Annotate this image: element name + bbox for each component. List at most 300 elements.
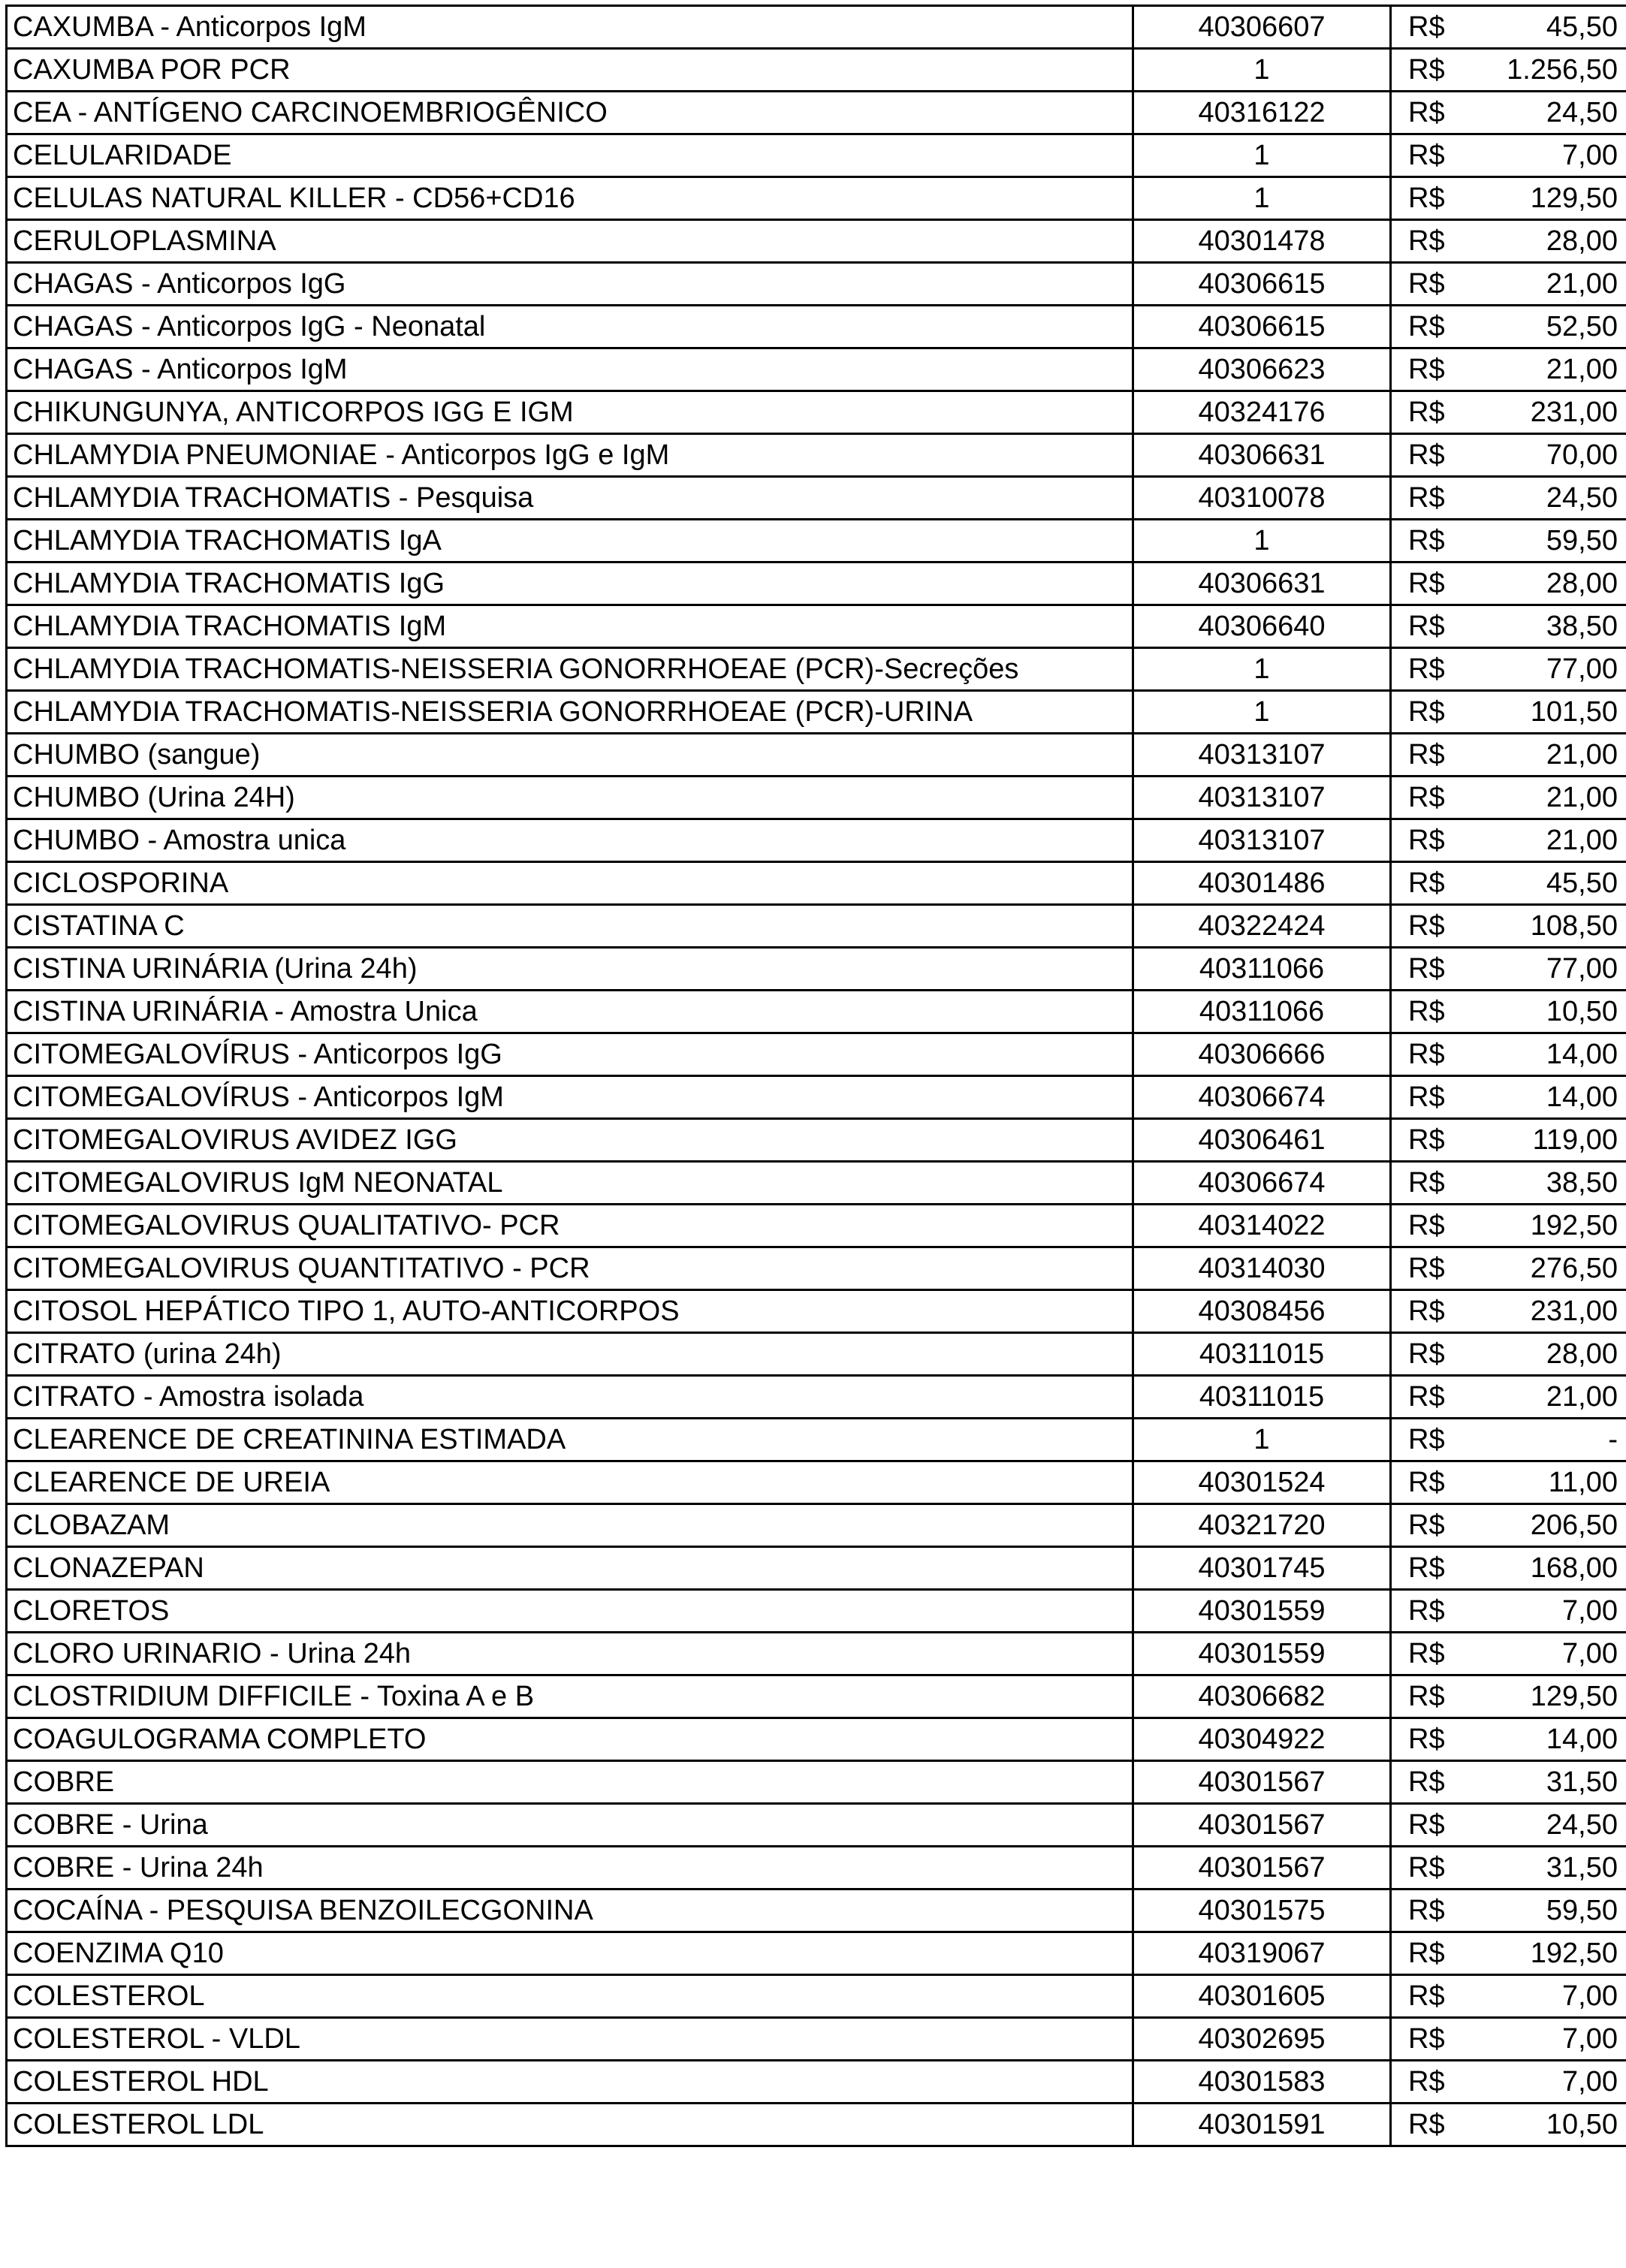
currency-symbol: R$	[1408, 1681, 1445, 1712]
price-value: 231,00	[1530, 397, 1618, 428]
table-row	[7, 1461, 1626, 1504]
currency-symbol: R$	[1408, 867, 1445, 899]
price-value: 45,50	[1546, 11, 1618, 43]
table-row	[7, 92, 1626, 134]
currency-symbol: R$	[1408, 1167, 1445, 1199]
price-cell	[1391, 391, 1626, 434]
table-row	[7, 1675, 1626, 1718]
price-value: 70,00	[1546, 439, 1618, 471]
price-value: 45,50	[1546, 867, 1618, 899]
price-value: 192,50	[1530, 1210, 1618, 1241]
currency-symbol: R$	[1408, 1509, 1445, 1541]
exam-code-cell: 40301478	[1133, 220, 1391, 263]
exam-name-cell: CITOMEGALOVIRUS AVIDEZ IGG	[7, 1119, 1133, 1162]
exam-name-cell: CHLAMYDIA TRACHOMATIS IgG	[7, 562, 1133, 605]
price-cell	[1391, 1675, 1626, 1718]
currency-symbol: R$	[1408, 1595, 1445, 1627]
price-value: 28,00	[1546, 1338, 1618, 1370]
currency-symbol: R$	[1408, 1081, 1445, 1113]
currency-symbol: R$	[1408, 1338, 1445, 1370]
price-value: 7,00	[1562, 2066, 1618, 2098]
exam-name-cell: CITOSOL HEPÁTICO TIPO 1, AUTO-ANTICORPOS	[7, 1290, 1133, 1333]
exam-name-cell: CLONAZEPAN	[7, 1547, 1133, 1590]
exam-name-cell: CISTATINA C	[7, 905, 1133, 948]
exam-name-cell: CITOMEGALOVÍRUS - Anticorpos IgG	[7, 1033, 1133, 1076]
price-value: 59,50	[1546, 1895, 1618, 1926]
currency-symbol: R$	[1408, 225, 1445, 257]
price-value: 14,00	[1546, 1081, 1618, 1113]
price-value: 7,00	[1562, 1595, 1618, 1627]
price-value: 7,00	[1562, 2023, 1618, 2055]
price-cell	[1391, 92, 1626, 134]
price-value: 14,00	[1546, 1724, 1618, 1755]
currency-symbol: R$	[1408, 2066, 1445, 2098]
exam-name-cell: CHAGAS - Anticorpos IgG - Neonatal	[7, 306, 1133, 348]
currency-symbol: R$	[1408, 996, 1445, 1027]
exam-code-cell: 40311015	[1133, 1333, 1391, 1376]
exam-code-cell: 40311066	[1133, 948, 1391, 991]
price-value: 77,00	[1546, 653, 1618, 685]
exam-code-cell: 40301567	[1133, 1804, 1391, 1847]
price-value: 24,50	[1546, 97, 1618, 128]
price-cell	[1391, 1162, 1626, 1205]
price-cell	[1391, 1975, 1626, 2018]
price-value: 38,50	[1546, 1167, 1618, 1199]
exam-name-cell: CHIKUNGUNYA, ANTICORPOS IGG E IGM	[7, 391, 1133, 434]
table-row	[7, 562, 1626, 605]
exam-code-cell: 40301745	[1133, 1547, 1391, 1590]
table-row	[7, 1975, 1626, 2018]
price-cell	[1391, 263, 1626, 306]
currency-symbol: R$	[1408, 439, 1445, 471]
currency-symbol: R$	[1408, 1980, 1445, 2012]
exam-code-cell: 40301486	[1133, 862, 1391, 905]
currency-symbol: R$	[1408, 653, 1445, 685]
price-value: 7,00	[1562, 140, 1618, 171]
table-row	[7, 648, 1626, 691]
price-cell	[1391, 434, 1626, 477]
price-cell	[1391, 2018, 1626, 2061]
table-row	[7, 177, 1626, 220]
price-value: 21,00	[1546, 739, 1618, 771]
exam-code-cell: 40316122	[1133, 92, 1391, 134]
exam-code-cell: 1	[1133, 177, 1391, 220]
price-value: 24,50	[1546, 482, 1618, 514]
price-value: 31,50	[1546, 1852, 1618, 1883]
price-value: 1.256,50	[1507, 54, 1618, 86]
table-row	[7, 1247, 1626, 1290]
price-cell	[1391, 819, 1626, 862]
exam-name-cell: CHUMBO (sangue)	[7, 734, 1133, 777]
exam-code-cell: 40313107	[1133, 819, 1391, 862]
exam-name-cell: CEA - ANTÍGENO CARCINOEMBRIOGÊNICO	[7, 92, 1133, 134]
exam-name-cell: CLORO URINARIO - Urina 24h	[7, 1633, 1133, 1675]
exam-code-cell: 40324176	[1133, 391, 1391, 434]
exam-name-cell: CHLAMYDIA TRACHOMATIS - Pesquisa	[7, 477, 1133, 520]
price-cell	[1391, 1333, 1626, 1376]
table-row	[7, 1547, 1626, 1590]
table-row	[7, 2104, 1626, 2146]
price-cell	[1391, 2061, 1626, 2104]
exam-name-cell: CAXUMBA - Anticorpos IgM	[7, 6, 1133, 49]
exam-code-cell: 40306623	[1133, 348, 1391, 391]
table-row	[7, 948, 1626, 991]
price-value: 192,50	[1530, 1938, 1618, 1969]
exam-name-cell: COBRE - Urina 24h	[7, 1847, 1133, 1889]
exam-name-cell: CHLAMYDIA TRACHOMATIS-NEISSERIA GONORRHOEAE (PCR)-URINA	[7, 691, 1133, 734]
price-value: 21,00	[1546, 782, 1618, 813]
exam-code-cell: 1	[1133, 1419, 1391, 1461]
price-value: 206,50	[1530, 1509, 1618, 1541]
currency-symbol: R$	[1408, 2109, 1445, 2140]
currency-symbol: R$	[1408, 1724, 1445, 1755]
price-table	[5, 5, 1626, 2147]
price-cell	[1391, 1718, 1626, 1761]
table-row	[7, 306, 1626, 348]
table-row	[7, 777, 1626, 819]
currency-symbol: R$	[1408, 140, 1445, 171]
currency-symbol: R$	[1408, 1253, 1445, 1284]
currency-symbol: R$	[1408, 1124, 1445, 1156]
price-value: 14,00	[1546, 1039, 1618, 1070]
currency-symbol: R$	[1408, 1467, 1445, 1498]
exam-name-cell: CLOSTRIDIUM DIFFICILE - Toxina A e B	[7, 1675, 1133, 1718]
currency-symbol: R$	[1408, 525, 1445, 556]
currency-symbol: R$	[1408, 782, 1445, 813]
price-cell	[1391, 134, 1626, 177]
exam-code-cell: 40301605	[1133, 1975, 1391, 2018]
exam-code-cell: 40321720	[1133, 1504, 1391, 1547]
price-value: 38,50	[1546, 611, 1618, 642]
price-cell	[1391, 1119, 1626, 1162]
exam-name-cell: CITRATO (urina 24h)	[7, 1333, 1133, 1376]
price-cell	[1391, 1547, 1626, 1590]
price-cell	[1391, 1247, 1626, 1290]
price-value: -	[1608, 1424, 1618, 1455]
table-row	[7, 1290, 1626, 1333]
price-cell	[1391, 1419, 1626, 1461]
exam-code-cell: 40306631	[1133, 434, 1391, 477]
exam-code-cell: 1	[1133, 49, 1391, 92]
price-cell	[1391, 1461, 1626, 1504]
price-value: 10,50	[1546, 996, 1618, 1027]
exam-code-cell: 40301567	[1133, 1847, 1391, 1889]
currency-symbol: R$	[1408, 11, 1445, 43]
table-row	[7, 1076, 1626, 1119]
price-cell	[1391, 905, 1626, 948]
exam-name-cell: CHAGAS - Anticorpos IgM	[7, 348, 1133, 391]
exam-name-cell: CHUMBO (Urina 24H)	[7, 777, 1133, 819]
price-value: 276,50	[1530, 1253, 1618, 1284]
table-row	[7, 263, 1626, 306]
exam-name-cell: COLESTEROL	[7, 1975, 1133, 2018]
currency-symbol: R$	[1408, 482, 1445, 514]
price-value: 24,50	[1546, 1809, 1618, 1841]
table-row	[7, 520, 1626, 562]
exam-name-cell: CHUMBO - Amostra unica	[7, 819, 1133, 862]
currency-symbol: R$	[1408, 739, 1445, 771]
table-row	[7, 862, 1626, 905]
currency-symbol: R$	[1408, 97, 1445, 128]
exam-name-cell: CLEARENCE DE CREATININA ESTIMADA	[7, 1419, 1133, 1461]
exam-name-cell: COBRE	[7, 1761, 1133, 1804]
price-cell	[1391, 648, 1626, 691]
price-value: 129,50	[1530, 1681, 1618, 1712]
currency-symbol: R$	[1408, 568, 1445, 599]
exam-name-cell: CHLAMYDIA PNEUMONIAE - Anticorpos IgG e IgM	[7, 434, 1133, 477]
exam-code-cell: 40308456	[1133, 1290, 1391, 1333]
price-value: 108,50	[1530, 910, 1618, 942]
exam-code-cell: 40306631	[1133, 562, 1391, 605]
price-cell	[1391, 1847, 1626, 1889]
table-row	[7, 391, 1626, 434]
exam-name-cell: CLEARENCE DE UREIA	[7, 1461, 1133, 1504]
table-row	[7, 49, 1626, 92]
currency-symbol: R$	[1408, 1852, 1445, 1883]
currency-symbol: R$	[1408, 182, 1445, 214]
exam-code-cell: 40306666	[1133, 1033, 1391, 1076]
table-row	[7, 1504, 1626, 1547]
exam-code-cell: 40311015	[1133, 1376, 1391, 1419]
currency-symbol: R$	[1408, 1210, 1445, 1241]
exam-name-cell: CITOMEGALOVÍRUS - Anticorpos IgM	[7, 1076, 1133, 1119]
exam-code-cell: 1	[1133, 648, 1391, 691]
currency-symbol: R$	[1408, 2023, 1445, 2055]
exam-name-cell: CHLAMYDIA TRACHOMATIS IgA	[7, 520, 1133, 562]
exam-name-cell: CELULARIDADE	[7, 134, 1133, 177]
currency-symbol: R$	[1408, 611, 1445, 642]
exam-code-cell: 40302695	[1133, 2018, 1391, 2061]
exam-code-cell: 40314030	[1133, 1247, 1391, 1290]
currency-symbol: R$	[1408, 1895, 1445, 1926]
exam-code-cell: 40313107	[1133, 734, 1391, 777]
currency-symbol: R$	[1408, 1938, 1445, 1969]
price-value: 21,00	[1546, 825, 1618, 856]
currency-symbol: R$	[1408, 696, 1445, 728]
price-cell	[1391, 691, 1626, 734]
price-cell	[1391, 348, 1626, 391]
currency-symbol: R$	[1408, 354, 1445, 385]
exam-name-cell: CHLAMYDIA TRACHOMATIS IgM	[7, 605, 1133, 648]
exam-code-cell: 40311066	[1133, 991, 1391, 1033]
price-value: 11,00	[1548, 1467, 1618, 1498]
table-row	[7, 1376, 1626, 1419]
price-cell	[1391, 948, 1626, 991]
price-cell	[1391, 1205, 1626, 1247]
currency-symbol: R$	[1408, 1638, 1445, 1669]
price-cell	[1391, 1504, 1626, 1547]
exam-name-cell: CLORETOS	[7, 1590, 1133, 1633]
currency-symbol: R$	[1408, 1424, 1445, 1455]
price-cell	[1391, 1033, 1626, 1076]
exam-code-cell: 40310078	[1133, 477, 1391, 520]
currency-symbol: R$	[1408, 1295, 1445, 1327]
price-cell	[1391, 1761, 1626, 1804]
exam-code-cell: 40314022	[1133, 1205, 1391, 1247]
exam-code-cell: 1	[1133, 134, 1391, 177]
table-row	[7, 477, 1626, 520]
price-cell	[1391, 477, 1626, 520]
price-cell	[1391, 1889, 1626, 1932]
price-value: 28,00	[1546, 225, 1618, 257]
price-cell	[1391, 605, 1626, 648]
table-row	[7, 1119, 1626, 1162]
price-cell	[1391, 2104, 1626, 2146]
currency-symbol: R$	[1408, 825, 1445, 856]
price-value: 77,00	[1546, 953, 1618, 985]
price-cell	[1391, 1590, 1626, 1633]
exam-code-cell: 40306461	[1133, 1119, 1391, 1162]
table-row	[7, 220, 1626, 263]
exam-code-cell: 40301591	[1133, 2104, 1391, 2146]
exam-code-cell: 40306615	[1133, 263, 1391, 306]
exam-name-cell: CITOMEGALOVIRUS IgM NEONATAL	[7, 1162, 1133, 1205]
exam-name-cell: CLOBAZAM	[7, 1504, 1133, 1547]
table-row	[7, 1761, 1626, 1804]
exam-name-cell: CISTINA URINÁRIA - Amostra Unica	[7, 991, 1133, 1033]
price-cell	[1391, 520, 1626, 562]
exam-name-cell: CITOMEGALOVIRUS QUALITATIVO- PCR	[7, 1205, 1133, 1247]
price-value: 101,50	[1530, 696, 1618, 728]
exam-code-cell: 40301524	[1133, 1461, 1391, 1504]
price-value: 7,00	[1562, 1980, 1618, 2012]
table-row	[7, 905, 1626, 948]
price-value: 21,00	[1546, 1381, 1618, 1413]
exam-code-cell: 40322424	[1133, 905, 1391, 948]
price-value: 10,50	[1546, 2109, 1618, 2140]
price-value: 59,50	[1546, 525, 1618, 556]
price-cell	[1391, 177, 1626, 220]
exam-name-cell: COCAÍNA - PESQUISA BENZOILECGONINA	[7, 1889, 1133, 1932]
table-row	[7, 134, 1626, 177]
price-cell	[1391, 6, 1626, 49]
table-row	[7, 1932, 1626, 1975]
price-value: 129,50	[1530, 182, 1618, 214]
table-row	[7, 691, 1626, 734]
exam-code-cell: 1	[1133, 691, 1391, 734]
price-cell	[1391, 777, 1626, 819]
exam-code-cell: 40304922	[1133, 1718, 1391, 1761]
table-row	[7, 1205, 1626, 1247]
price-cell	[1391, 562, 1626, 605]
exam-name-cell: COLESTEROL LDL	[7, 2104, 1133, 2146]
price-value: 231,00	[1530, 1295, 1618, 1327]
exam-code-cell: 40301559	[1133, 1633, 1391, 1675]
currency-symbol: R$	[1408, 1552, 1445, 1584]
table-row	[7, 1333, 1626, 1376]
price-value: 7,00	[1562, 1638, 1618, 1669]
currency-symbol: R$	[1408, 397, 1445, 428]
price-cell	[1391, 49, 1626, 92]
exam-code-cell: 40301559	[1133, 1590, 1391, 1633]
currency-symbol: R$	[1408, 311, 1445, 342]
table-row	[7, 991, 1626, 1033]
currency-symbol: R$	[1408, 910, 1445, 942]
table-row	[7, 434, 1626, 477]
exam-code-cell: 40306640	[1133, 605, 1391, 648]
table-row	[7, 605, 1626, 648]
table-row	[7, 819, 1626, 862]
table-row	[7, 2018, 1626, 2061]
table-row	[7, 348, 1626, 391]
currency-symbol: R$	[1408, 953, 1445, 985]
currency-symbol: R$	[1408, 268, 1445, 300]
price-value: 168,00	[1530, 1552, 1618, 1584]
price-cell	[1391, 734, 1626, 777]
price-value: 21,00	[1546, 268, 1618, 300]
exam-name-cell: CICLOSPORINA	[7, 862, 1133, 905]
exam-name-cell: CISTINA URINÁRIA (Urina 24h)	[7, 948, 1133, 991]
exam-name-cell: COAGULOGRAMA COMPLETO	[7, 1718, 1133, 1761]
table-row	[7, 1633, 1626, 1675]
exam-code-cell: 40306674	[1133, 1076, 1391, 1119]
price-cell	[1391, 1804, 1626, 1847]
exam-name-cell: COENZIMA Q10	[7, 1932, 1133, 1975]
price-cell	[1391, 1932, 1626, 1975]
price-cell	[1391, 1290, 1626, 1333]
price-value: 52,50	[1546, 311, 1618, 342]
currency-symbol: R$	[1408, 1766, 1445, 1798]
exam-name-cell: CERULOPLASMINA	[7, 220, 1133, 263]
table-row	[7, 1033, 1626, 1076]
exam-code-cell: 40306682	[1133, 1675, 1391, 1718]
price-value: 21,00	[1546, 354, 1618, 385]
exam-name-cell: CELULAS NATURAL KILLER - CD56+CD16	[7, 177, 1133, 220]
currency-symbol: R$	[1408, 54, 1445, 86]
currency-symbol: R$	[1408, 1809, 1445, 1841]
price-cell	[1391, 306, 1626, 348]
price-value: 28,00	[1546, 568, 1618, 599]
price-table-body	[7, 6, 1626, 2146]
exam-code-cell: 1	[1133, 520, 1391, 562]
table-row	[7, 6, 1626, 49]
exam-code-cell: 40301567	[1133, 1761, 1391, 1804]
exam-code-cell: 40306615	[1133, 306, 1391, 348]
exam-code-cell: 40313107	[1133, 777, 1391, 819]
exam-name-cell: COLESTEROL HDL	[7, 2061, 1133, 2104]
table-row	[7, 1847, 1626, 1889]
table-row	[7, 734, 1626, 777]
price-cell	[1391, 991, 1626, 1033]
exam-code-cell: 40319067	[1133, 1932, 1391, 1975]
table-row	[7, 1419, 1626, 1461]
price-cell	[1391, 1376, 1626, 1419]
price-value: 119,00	[1532, 1124, 1618, 1156]
price-cell	[1391, 220, 1626, 263]
table-row	[7, 1804, 1626, 1847]
table-row	[7, 1590, 1626, 1633]
currency-symbol: R$	[1408, 1039, 1445, 1070]
table-row	[7, 1718, 1626, 1761]
currency-symbol: R$	[1408, 1381, 1445, 1413]
exam-code-cell: 40306607	[1133, 6, 1391, 49]
exam-name-cell: COLESTEROL - VLDL	[7, 2018, 1133, 2061]
price-cell	[1391, 1076, 1626, 1119]
exam-name-cell: CHAGAS - Anticorpos IgG	[7, 263, 1133, 306]
exam-name-cell: CITOMEGALOVIRUS QUANTITATIVO - PCR	[7, 1247, 1133, 1290]
exam-name-cell: CAXUMBA POR PCR	[7, 49, 1133, 92]
table-row	[7, 2061, 1626, 2104]
table-row	[7, 1889, 1626, 1932]
exam-name-cell: CITRATO - Amostra isolada	[7, 1376, 1133, 1419]
exam-code-cell: 40301583	[1133, 2061, 1391, 2104]
price-value: 31,50	[1546, 1766, 1618, 1798]
exam-name-cell: COBRE - Urina	[7, 1804, 1133, 1847]
price-cell	[1391, 862, 1626, 905]
exam-code-cell: 40301575	[1133, 1889, 1391, 1932]
exam-code-cell: 40306674	[1133, 1162, 1391, 1205]
price-cell	[1391, 1633, 1626, 1675]
